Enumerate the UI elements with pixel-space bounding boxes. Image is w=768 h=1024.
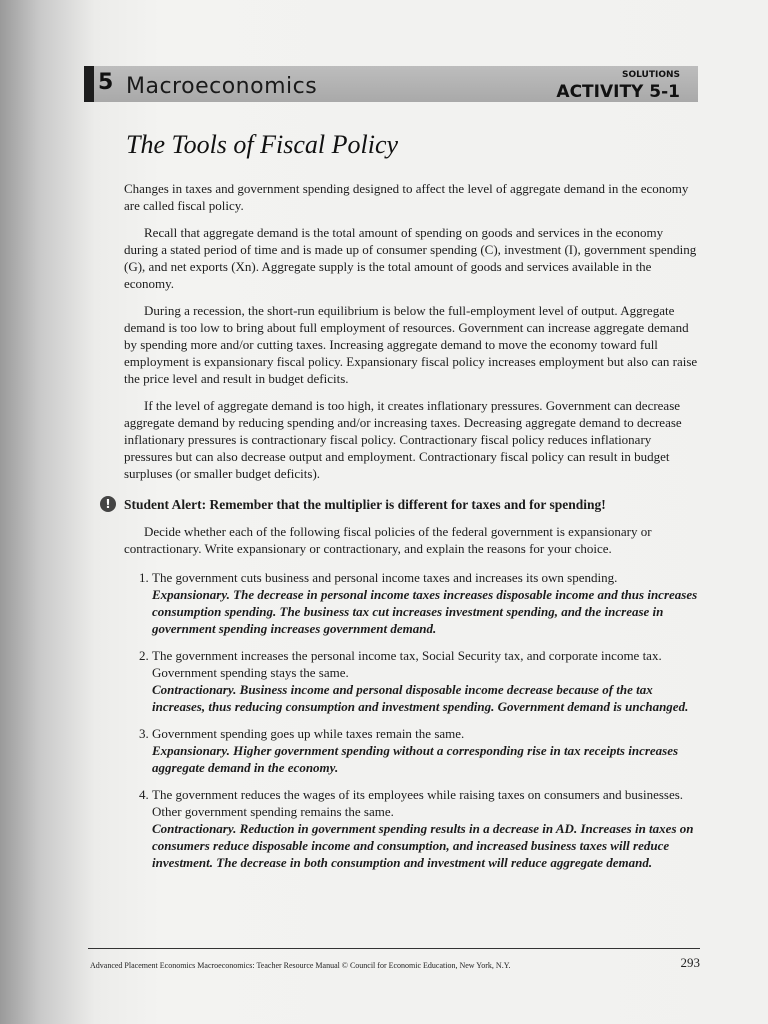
question-text: Government spending goes up while taxes remain the same.: [152, 726, 465, 741]
question-text: The government reduces the wages of its employees while raising taxes on consumers and businesses. Other government spending remains the same.: [152, 787, 684, 819]
unit-title: Macroeconomics: [126, 74, 318, 99]
list-item: [152, 786, 698, 871]
footer-divider: [88, 948, 700, 949]
answer-text: Expansionary. The decrease in personal income taxes increases disposable income and thus increases consumption spending. The business tax cut increases investment spending, and the increase in government spending increases government demand.: [152, 587, 698, 636]
unit-number: 5: [98, 70, 114, 95]
list-item: [152, 725, 698, 776]
answer-text: Contractionary. Business income and personal disposable income decrease because of the tax increases, thus reducing consumption and investment spending. Government demand is unchanged.: [152, 682, 689, 714]
question-text: The government increases the personal income tax, Social Security tax, and corporate income tax. Government spending stays the same.: [152, 648, 662, 680]
student-alert: [102, 496, 698, 513]
page-number: 293: [680, 955, 700, 970]
solutions-label: SOLUTIONS: [621, 70, 680, 80]
instructions: Decide whether each of the following fiscal policies of the federal government is expansionary or contractionary. Write expansionary or contractionary, and explain the reasons for your choice.: [124, 524, 652, 556]
paragraph: During a recession, the short-run equilibrium is below the full-employment level of output. Aggregate demand is too low to bring about full employment of resources. Government can increase aggregate demand by spending more and/or cutting taxes. Increasing aggregate demand to move the economy toward full employment is expansionary fiscal policy. Expansionary fiscal policy increases employment but also can raise the price level and result in budget deficits.: [124, 303, 698, 386]
exclamation-icon: !: [100, 496, 116, 512]
unit-tab: [84, 66, 94, 102]
question-text: The government cuts business and personal income taxes and increases its own spending.: [152, 570, 618, 585]
answer-text: Expansionary. Higher government spending without a corresponding rise in tax receipts increases aggregate demand in the economy.: [152, 743, 679, 775]
list-item: [152, 647, 698, 715]
activity-label: ACTIVITY 5-1: [556, 82, 680, 102]
page-title: The Tools of Fiscal Policy: [126, 130, 399, 159]
answer-text: Contractionary. Reduction in government spending results in a decrease in AD. Increases in taxes on consumers reduce disposable income and consumption, and increased business taxes will reduce investment. The decrease in both consumption and investment will reduce aggregate demand.: [152, 821, 694, 870]
alert-label: Student Alert:: [124, 497, 207, 512]
list-item: [152, 569, 698, 637]
alert-text: Remember that the multiplier is different for taxes and for spending!: [209, 497, 606, 512]
paragraph: If the level of aggregate demand is too high, it creates inflationary pressures. Government can decrease aggregate demand by reducing spending and/or increasing taxes. Decreasing aggregate demand to decrease inflationary pressures is contractionary fiscal policy. Contractionary fiscal policy reduces inflationary pressures but can also decrease output and employment. Contractionary fiscal policy can result in budget surpluses (or smaller budget deficits).: [124, 398, 682, 481]
paragraph: Changes in taxes and government spending designed to affect the level of aggregate demand in the economy are called fiscal policy.: [124, 181, 689, 213]
footer-text: Advanced Placement Economics Macroeconomics: Teacher Resource Manual © Council for Economic Education, New York, N.Y.: [90, 961, 511, 970]
question-list: [124, 569, 698, 871]
paragraph: Recall that aggregate demand is the total amount of spending on goods and services in the economy during a stated period of time and is made up of consumer spending (C), investment (I), government spending (G), and net exports (Xn). Aggregate supply is the total amount of goods and services available in the economy.: [124, 225, 697, 291]
body-text: [105, 180, 698, 881]
